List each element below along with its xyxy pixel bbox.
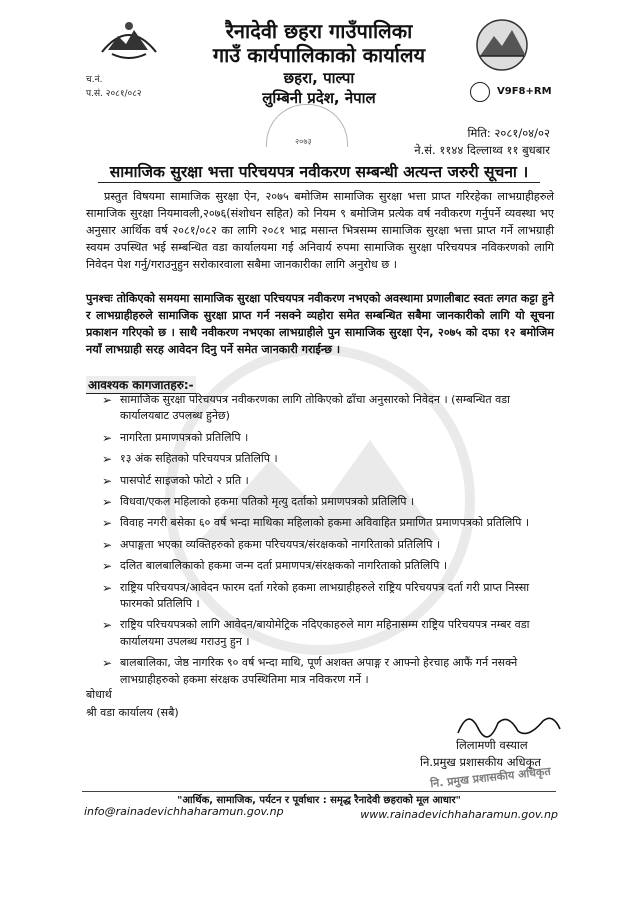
requirements-heading: आवश्यक कागजातहरु:-	[88, 378, 194, 392]
location-pin-icon	[470, 82, 490, 102]
arrow-bullet-icon: ➢	[102, 656, 113, 671]
list-item: ➢ १३ अंक सहितको परिचयपत्र प्रतिलिपि ।	[102, 452, 278, 467]
arrow-bullet-icon: ➢	[102, 580, 113, 595]
signer-title: नि.प्रमुख प्रशासकीय अधिकृत	[420, 755, 541, 769]
list-item: ➢ नागरिता प्रमाणपत्रको प्रतिलिपि ।	[102, 430, 249, 445]
cc-label: बोधार्थ	[86, 688, 112, 701]
reference-ps: प.सं. २०८१/०८२	[86, 89, 142, 99]
list-item: ➢ पासपोर्ट साइजको फोटो २ प्रति ।	[102, 473, 249, 488]
notice-title: सामाजिक सुरक्षा भत्ता परिचयपत्र नवीकरण सम्बन्धी अत्यन्त जरुरी सूचना ।	[109, 163, 529, 181]
arrow-bullet-icon: ➢	[102, 618, 113, 633]
office-province: लुम्बिनी प्रदेश, नेपाल	[262, 89, 376, 107]
list-item: ➢ बालबालिका, जेष्ठ नागरिक ९० वर्ष भन्दा माथि, पूर्ण अशक्त अपाङ्ग र आफ्नो हेरचाह आफैं गर्न नसक्ने लाभग्राहीहरुको हकमा संरक्षक उपस्थितिमा मात्र नविकरण गर्ने ।	[102, 656, 518, 686]
arrow-bullet-icon: ➢	[102, 559, 113, 574]
notice-paragraph-2: पुनश्चः तोकिएको समयमा सामाजिक सुरक्षा परिचयपत्र नवीकरण नभएको अवस्थामा प्रणालीबाट स्वतः लगत कट्टा हुने र लाभग्राहीहरुले सामाजिक सुरक्षा प्राप्त गर्न नसक्ने व्यहोरा समेत सम्बन्धित सबैमा जानकारीको लागि यो सूचना प्रकाशन गरिएको छ । साथै नवीकरण नभएका लाभग्राहीले पुन सामाजिक सुरक्षा ऐन, २०७५ को दफा १२ बमोजिम नयाँ लाभग्राही सरह आवेदन दिनु पर्ने समेत जानकारी गराईन्छ ।	[86, 292, 554, 356]
list-item: ➢ अपाङ्गता भएका व्यक्तिहरुको हकमा परिचयपत्र/संरक्षकको नागरिताको प्रतिलिपि ।	[102, 537, 441, 552]
arrow-bullet-icon: ➢	[102, 516, 113, 531]
handwritten-signature	[448, 703, 568, 743]
arrow-bullet-icon: ➢	[102, 430, 113, 445]
office-location: छहरा, पाल्पा	[283, 69, 355, 87]
requirements-list	[102, 392, 542, 693]
arrow-bullet-icon: ➢	[102, 537, 113, 552]
plus-code: V9F8+RM	[497, 86, 552, 97]
cc-recipient: श्री वडा कार्यालय (सबै)	[86, 706, 179, 719]
footer-motto: "आर्थिक, सामाजिक, पर्यटन र पूर्वाधार : समृद्ध रैनादेवी छहराको मूल आधार"	[177, 795, 461, 806]
office-name: गाउँ कार्यपालिकाको कार्यालय	[212, 43, 426, 67]
list-item: ➢ दलित बालबालिकाको हकमा जन्म दर्ता प्रमाणपत्र/संरक्षकको नागरिताको प्रतिलिपि ।	[102, 559, 448, 574]
signer-name: लिलामणी वस्याल	[456, 738, 528, 752]
list-item: ➢ सामाजिक सुरक्षा परिचयपत्र नवीकरणका लागि तोकिएको ढाँचा अनुसारको निवेदन । (सम्बन्धित वडा कार्यालयबाट उपलब्ध हुनेछ)	[102, 393, 511, 423]
list-item: ➢ राष्ट्रिय परिचयपत्रको लागि आवेदन/बायोमेट्रिक नदिएकाहरुले माग महिनासम्म राष्ट्रिय परिचयपत्र नम्बर वडा कार्यालयमा उपलब्ध गराउनु हुन ।	[102, 618, 530, 648]
notice-paragraph-1: प्रस्तुत विषयमा सामाजिक सुरक्षा ऐन, २०७५ बमोजिम सामाजिक सुरक्षा भत्ता प्राप्त गरिरहेका लाभग्राहीहरुले सामाजिक सुरक्षा नियमावली,२०७६(संशोधन सहित) को नियम ९ बमोजिम प्रत्येक वर्ष नवीकरण गर्नुपर्ने व्यवस्था भए अनुसार आर्थिक वर्ष २०८१/०८२ का लागि २०८१ भाद्र मसान्त भित्रसम्म सामाजिक सुरक्षा भत्ता प्राप्त गर्ने लाभग्राही स्वयम उपस्थित भई सम्बन्धित वडा कार्यालयमा गई अनिवार्य रुपमा सामाजिक सुरक्षा परिचयपत्र नविकरणको लागि निवेदन पेश गर्नु/गराउनुहुन सरोकारवाला सबैमा जानकारीका लागि अनुरोध छ ।	[86, 190, 554, 271]
footer-website[interactable]: www.rainadevichhaharamun.gov.np	[360, 808, 558, 821]
list-item: ➢ विधवा/एकल महिलाको हकमा पतिको मृत्यु दर्ताको प्रमाणपत्रको प्रतिलिपि ।	[102, 495, 415, 510]
footer-email[interactable]: info@rainadevichhaharamun.gov.np	[84, 805, 284, 818]
seal-number: २०७३	[295, 137, 312, 146]
list-item: ➢ राष्ट्रिय परिचयपत्र/आवेदन फारम दर्ता गरेको हकमा लाभग्राहीहरुले राष्ट्रिय परिचयपत्र दर्ता गरी प्राप्त निस्सा फारमको प्रतिलिपि ।	[102, 580, 530, 611]
reference-ch: च.नं.	[86, 75, 103, 85]
arrow-bullet-icon: ➢	[102, 473, 113, 488]
official-stamp: नि. प्रमुख प्रशासकीय अधिकृत	[429, 764, 552, 791]
municipality-name: रैनादेवी छहरा गाउँपालिका	[225, 19, 413, 43]
list-item: ➢ विवाह नगरी बसेका ६० वर्ष भन्दा माथिका महिलाको हकमा अविवाहित प्रमाणित प्रमाणपत्रको प्रतिलिपि ।	[102, 516, 530, 531]
arrow-bullet-icon: ➢	[102, 495, 113, 510]
arrow-bullet-icon: ➢	[102, 393, 113, 407]
date-ns: ने.सं. ११४४ दिल्लाथ्व ११ बुधबार	[414, 143, 550, 157]
arrow-bullet-icon: ➢	[102, 452, 113, 467]
mountain-landscape-icon	[472, 18, 532, 73]
title-underline	[98, 182, 540, 183]
date-bs: मिति: २०८१/०४/०२	[467, 126, 550, 140]
